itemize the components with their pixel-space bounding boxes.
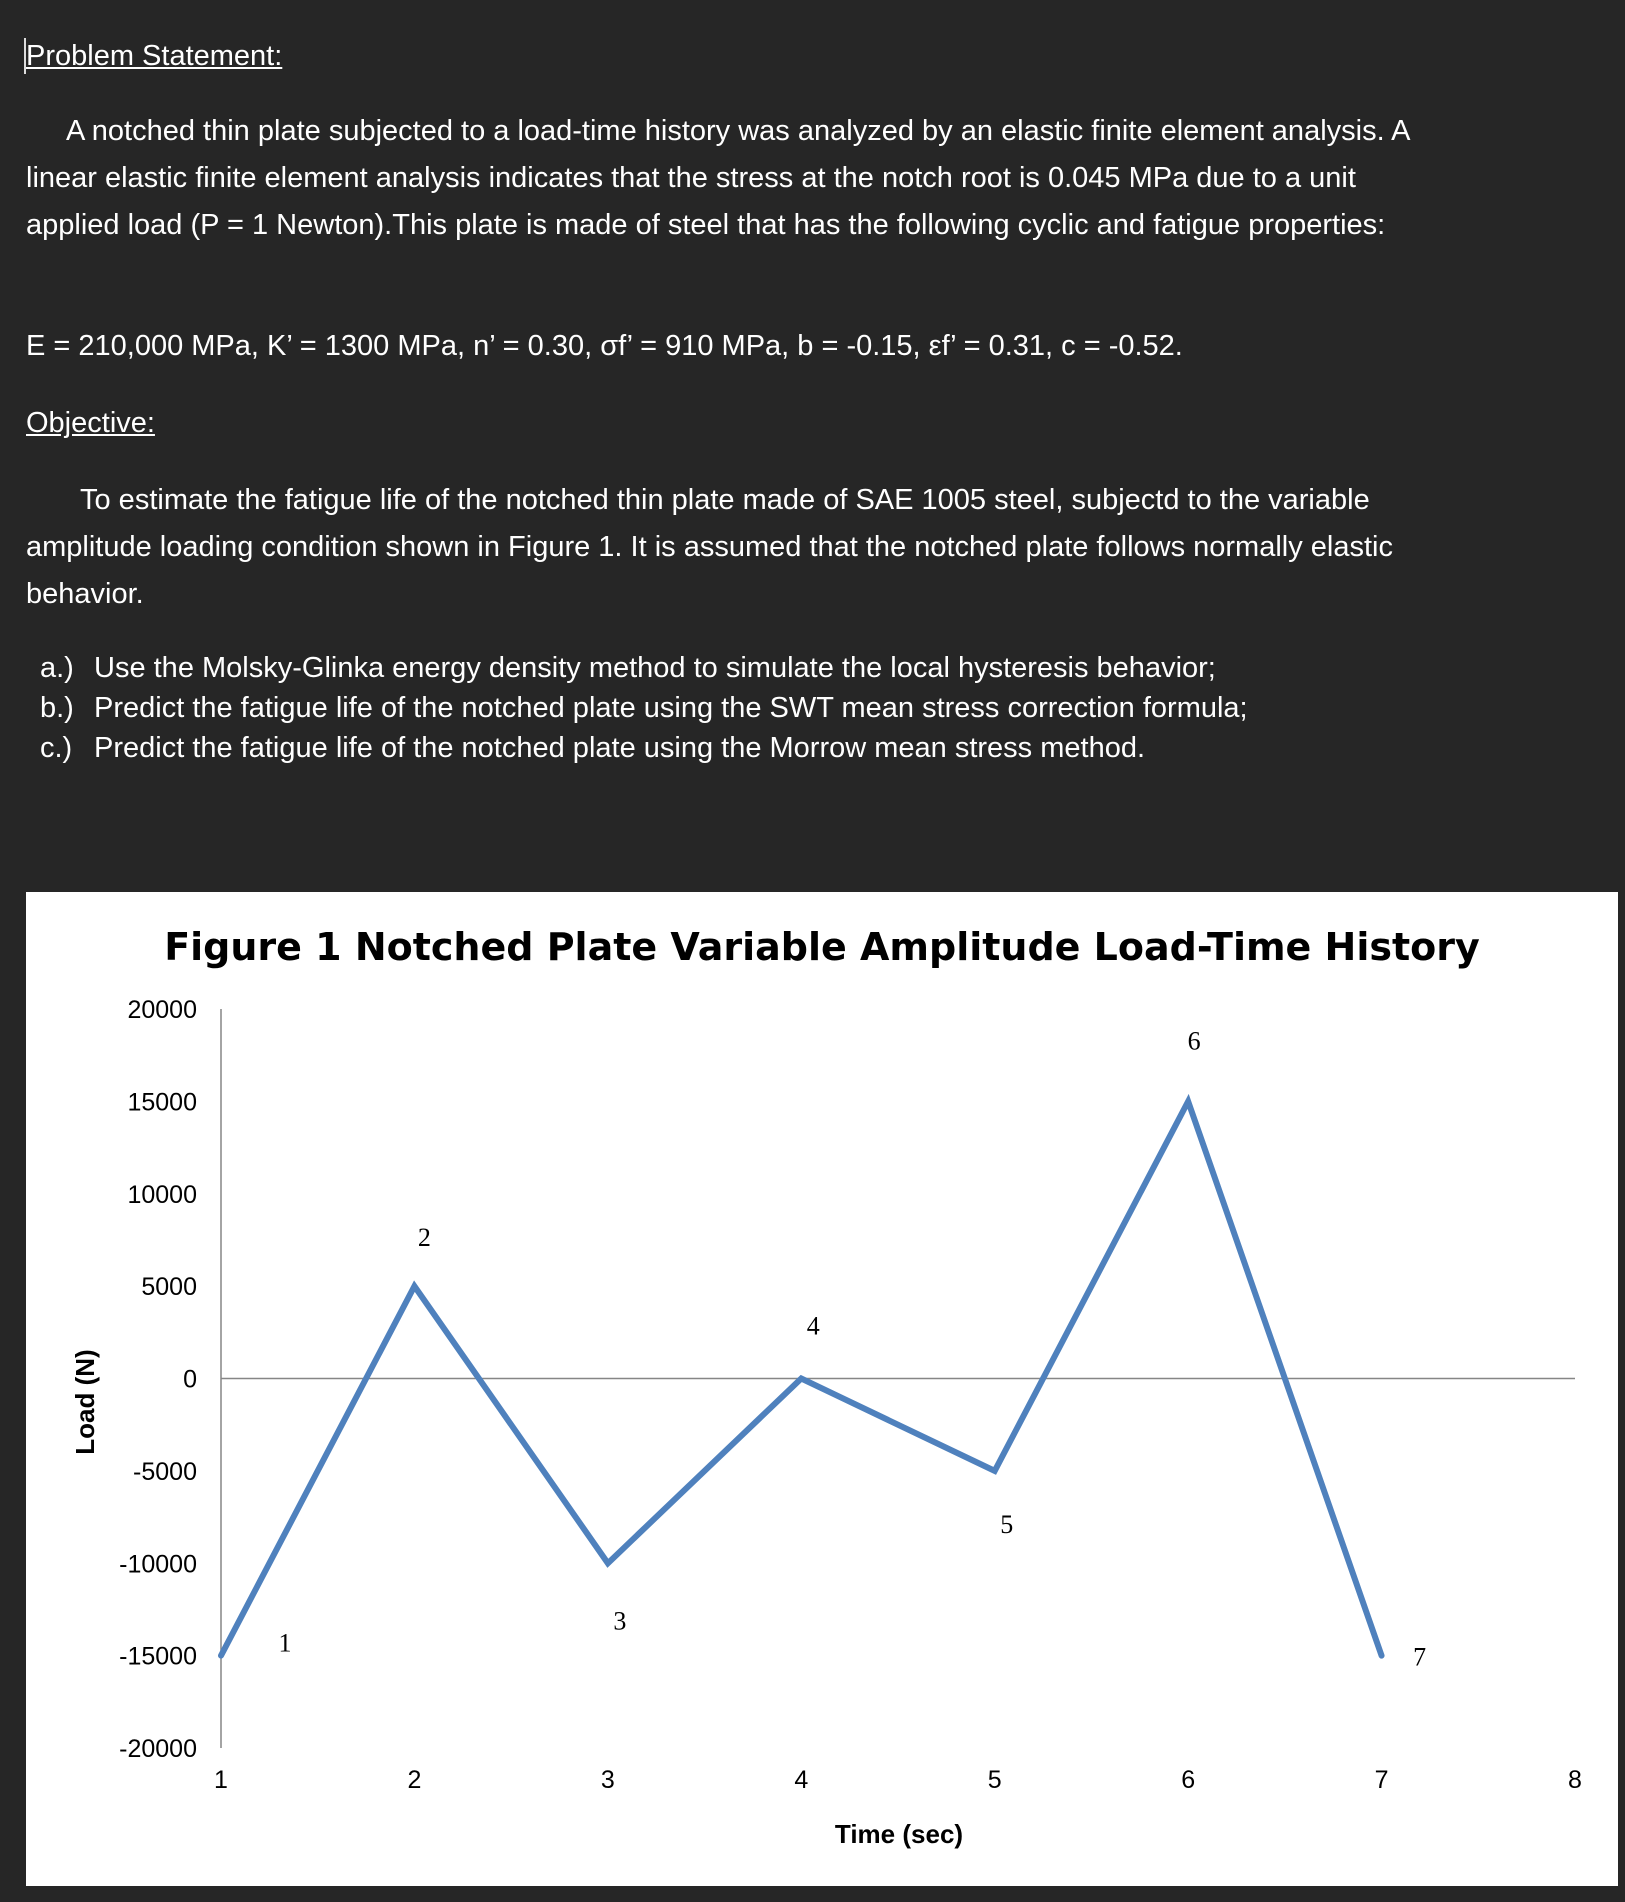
tick-labels xyxy=(119,996,1582,1794)
y-tick-label: 10000 xyxy=(127,1180,197,1209)
data-point-label: 2 xyxy=(417,1223,431,1253)
task-item: b.) Predict the fatigue life of the notched plate using the SWT mean stress correction formula; xyxy=(40,692,1248,724)
y-tick-label: -5000 xyxy=(133,1457,197,1486)
data-point-label: 4 xyxy=(806,1311,820,1341)
objective-paragraph: To estimate the fatigue life of the notched thin plate made of SAE 1005 steel, subjectd to the variable amplitude loading condition shown in Figure 1. It is assumed that the notched plate follows normally elastic behavior. xyxy=(26,484,1393,610)
chart-title: Figure 1 Notched Plate Variable Amplitude Load-Time History xyxy=(164,925,1480,969)
x-tick-label: 5 xyxy=(987,1766,1002,1794)
x-tick-label: 7 xyxy=(1374,1766,1389,1794)
data-point-label: 1 xyxy=(278,1628,292,1658)
y-tick-label: 0 xyxy=(183,1365,197,1394)
x-tick-label: 8 xyxy=(1568,1766,1582,1794)
y-axis-label: Load (N) xyxy=(70,1349,100,1455)
x-tick-label: 2 xyxy=(407,1766,422,1794)
objective-heading: Objective: xyxy=(26,407,155,439)
material-properties: E = 210,000 MPa, K’ = 1300 MPa, n’ = 0.30, σf’ = 910 MPa, b = -0.15, εf’ = 0.31, c = -0.52. xyxy=(26,330,1183,362)
y-tick-label: -20000 xyxy=(119,1735,197,1763)
y-tick-label: -15000 xyxy=(119,1642,197,1671)
task-item: a.) Use the Molsky-Glinka energy density method to simulate the local hysteresis behavior; xyxy=(40,652,1216,684)
task-list xyxy=(40,648,1248,768)
axes xyxy=(221,1009,1575,1748)
y-tick-label: 5000 xyxy=(141,1273,197,1302)
task-item: c.) Predict the fatigue life of the notched plate using the Morrow mean stress method. xyxy=(40,732,1146,764)
x-tick-label: 4 xyxy=(794,1766,809,1794)
x-axis-label: Time (sec) xyxy=(834,1819,964,1849)
data-point-label: 5 xyxy=(1000,1509,1014,1539)
figure-chart-area xyxy=(26,892,1618,1886)
problem-heading: Problem Statement: xyxy=(26,40,283,72)
y-tick-label: -10000 xyxy=(119,1550,197,1579)
x-tick-label: 1 xyxy=(214,1766,228,1794)
data-point-label: 3 xyxy=(613,1606,627,1636)
x-tick-label: 6 xyxy=(1181,1766,1196,1794)
data-point-label: 6 xyxy=(1187,1026,1201,1056)
point-labels xyxy=(279,1026,1427,1671)
y-tick-label: 20000 xyxy=(127,996,197,1024)
y-tick-label: 15000 xyxy=(127,1088,197,1117)
problem-paragraph: A notched thin plate subjected to a load-time history was analyzed by an elastic finite element analysis. A linear elastic finite element analysis indicates that the stress at the notch root is 0.045 MPa due to a unit applied load (P = 1 Newton).This plate is made of steel that has the following cyclic and fatigue properties: xyxy=(26,115,1409,241)
load-time-chart xyxy=(26,892,1618,1886)
data-point-label: 7 xyxy=(1413,1642,1427,1672)
x-tick-label: 3 xyxy=(600,1766,615,1794)
